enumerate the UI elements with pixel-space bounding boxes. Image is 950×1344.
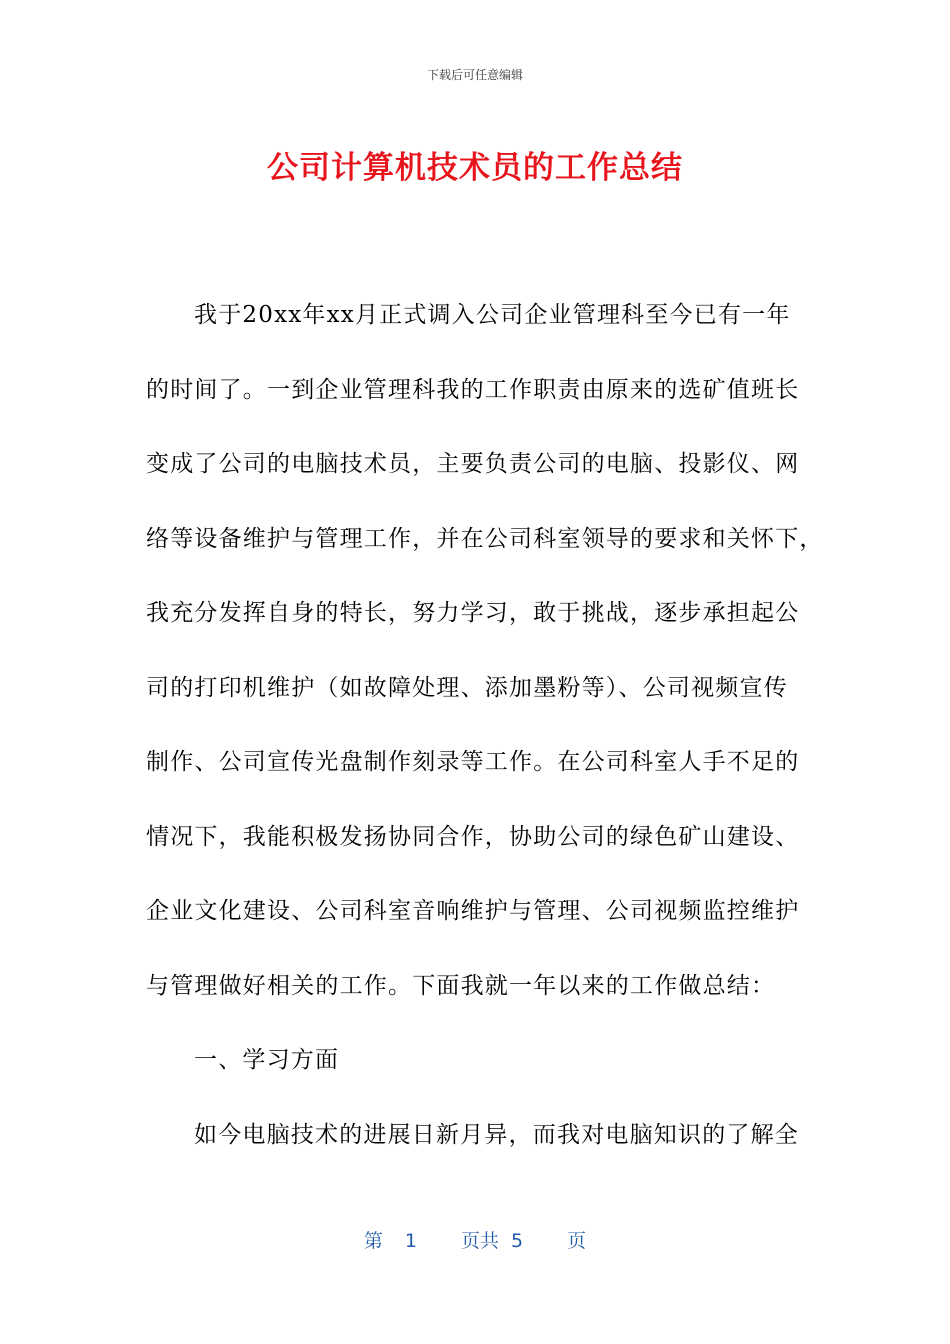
document-body <box>146 278 824 1172</box>
paragraph-line: 与管理做好相关的工作。下面我就一年以来的工作做总结： <box>146 972 776 999</box>
paragraph-line: 情况下，我能积极发扬协同合作，协助公司的绿色矿山建设、 <box>146 823 800 850</box>
footer-prefix: 第 <box>363 1230 383 1252</box>
paragraph-line: 的时间了。一到企业管理科我的工作职责由原来的选矿值班长 <box>146 376 800 403</box>
footer-suffix: 页 <box>567 1230 587 1252</box>
section-heading: 一、学习方面 <box>194 1047 340 1073</box>
document-title: 公司计算机技术员的工作总结 <box>267 150 683 186</box>
paragraph-line: 我充分发挥自身的特长，努力学习，敢于挑战，逐步承担起公 <box>146 600 800 626</box>
paragraph-line: 企业文化建设、公司科室音响维护与管理、公司视频监控维护 <box>146 898 800 924</box>
footer-current-page: 1 <box>404 1230 417 1252</box>
paragraph-line: 如今电脑技术的进展日新月异，而我对电脑知识的了解全 <box>194 1121 799 1148</box>
footer-middle: 页共 <box>460 1230 499 1252</box>
header-note: 下载后可任意编辑 <box>426 68 523 82</box>
paragraph-line: 制作、公司宣传光盘制作刻录等工作。在公司科室人手不足的 <box>146 749 800 775</box>
paragraph-line: 络等设备维护与管理工作，并在公司科室领导的要求和关怀下， <box>146 525 824 552</box>
page-footer <box>0 1226 950 1253</box>
footer-total-pages: 5 <box>511 1230 524 1252</box>
paragraph-line: 我于20xx年xx月正式调入公司企业管理科至今已有一年 <box>194 302 791 328</box>
paragraph-line: 变成了公司的电脑技术员，主要负责公司的电脑、投影仪、网 <box>146 451 800 477</box>
paragraph-line: 司的打印机维护（如故障处理、添加墨粉等）、公司视频宣传 <box>146 674 788 701</box>
